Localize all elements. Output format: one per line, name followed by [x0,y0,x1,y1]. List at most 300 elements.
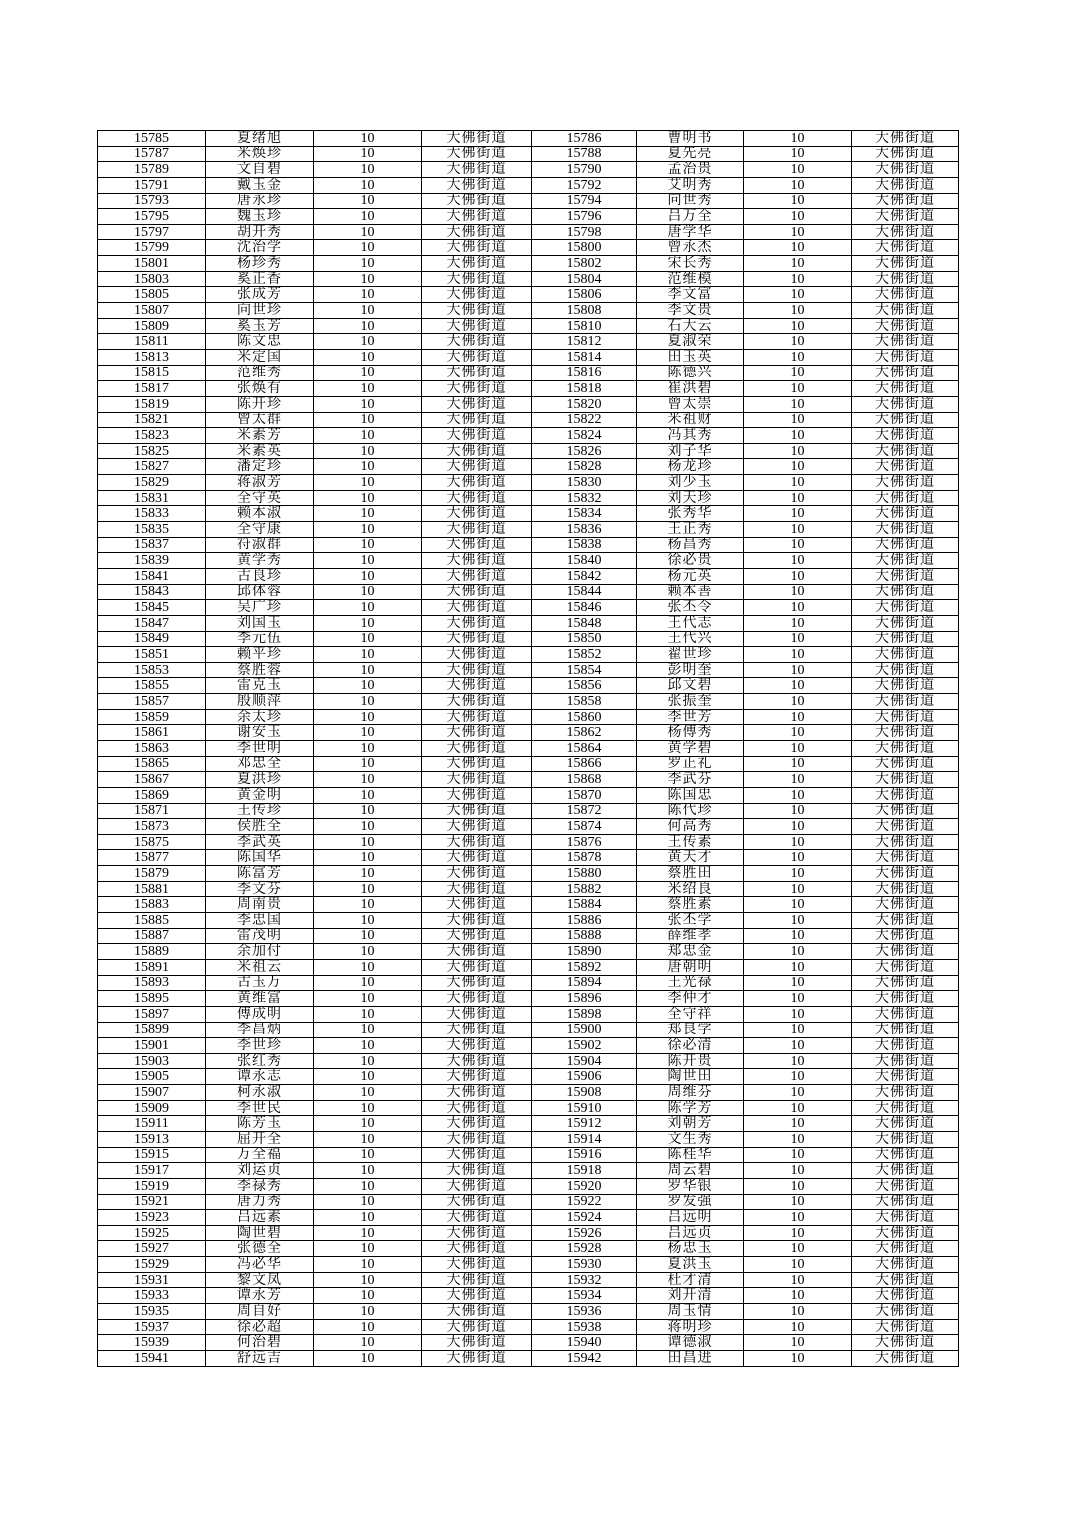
amount-cell: 10 [744,506,852,522]
serial-number-cell: 15811 [98,334,206,350]
serial-number-cell: 15801 [98,256,206,272]
amount-cell: 10 [314,1022,422,1038]
street-cell: 大佛街道 [852,662,959,678]
serial-number-cell: 15860 [532,709,637,725]
name-cell: 吕远贞 [637,1225,744,1241]
street-cell: 大佛街道 [852,928,959,944]
amount-cell: 10 [314,678,422,694]
serial-number-cell: 15929 [98,1257,206,1273]
table-row [98,1163,959,1179]
street-cell: 大佛街道 [422,928,532,944]
amount-cell: 10 [744,881,852,897]
amount-cell: 10 [314,1163,422,1179]
amount-cell: 10 [314,1194,422,1210]
serial-number-cell: 15833 [98,506,206,522]
serial-number-cell: 15894 [532,975,637,991]
street-cell: 大佛街道 [422,913,532,929]
street-cell: 大佛街道 [852,568,959,584]
name-cell: 周云碧 [637,1163,744,1179]
amount-cell: 10 [314,756,422,772]
serial-number-cell: 15854 [532,662,637,678]
serial-number-cell: 15936 [532,1304,637,1320]
street-cell: 大佛街道 [422,678,532,694]
serial-number-cell: 15823 [98,428,206,444]
street-cell: 大佛街道 [422,1178,532,1194]
street-cell: 大佛街道 [422,1116,532,1132]
name-cell: 米素英 [206,443,314,459]
amount-cell: 10 [314,803,422,819]
serial-number-cell: 15940 [532,1335,637,1351]
name-cell: 黄天才 [637,850,744,866]
table-row [98,193,959,209]
amount-cell: 10 [744,224,852,240]
street-cell: 大佛街道 [422,177,532,193]
serial-number-cell: 15921 [98,1194,206,1210]
street-cell: 大佛街道 [852,881,959,897]
table-row [98,866,959,882]
table-row [98,740,959,756]
name-cell: 陈文忠 [206,334,314,350]
amount-cell: 10 [744,1085,852,1101]
street-cell: 大佛街道 [422,256,532,272]
amount-cell: 10 [744,1194,852,1210]
amount-cell: 10 [744,1132,852,1148]
name-cell: 李仲才 [637,991,744,1007]
name-cell: 陈德兴 [637,365,744,381]
name-cell: 李忠国 [206,913,314,929]
serial-number-cell: 15915 [98,1147,206,1163]
table-row [98,428,959,444]
serial-number-cell: 15846 [532,600,637,616]
street-cell: 大佛街道 [852,975,959,991]
serial-number-cell: 15834 [532,506,637,522]
name-cell: 刘子华 [637,443,744,459]
serial-number-cell: 15842 [532,568,637,584]
street-cell: 大佛街道 [852,459,959,475]
amount-cell: 10 [314,913,422,929]
name-cell: 陈学芳 [637,1100,744,1116]
street-cell: 大佛街道 [422,584,532,600]
name-cell: 米祖财 [637,412,744,428]
serial-number-cell: 15828 [532,459,637,475]
serial-number-cell: 15792 [532,177,637,193]
amount-cell: 10 [744,615,852,631]
name-cell: 殷顺萍 [206,694,314,710]
serial-number-cell: 15795 [98,209,206,225]
serial-number-cell: 15861 [98,725,206,741]
table-row [98,694,959,710]
amount-cell: 10 [314,1257,422,1273]
amount-cell: 10 [744,396,852,412]
street-cell: 大佛街道 [422,615,532,631]
street-cell: 大佛街道 [422,1225,532,1241]
amount-cell: 10 [314,537,422,553]
street-cell: 大佛街道 [852,256,959,272]
serial-number-cell: 15875 [98,834,206,850]
amount-cell: 10 [744,162,852,178]
name-cell: 米素芳 [206,428,314,444]
street-cell: 大佛街道 [852,1194,959,1210]
amount-cell: 10 [744,991,852,1007]
name-cell: 文自碧 [206,162,314,178]
street-cell: 大佛街道 [422,1257,532,1273]
amount-cell: 10 [744,1006,852,1022]
amount-cell: 10 [314,1241,422,1257]
table-row [98,1147,959,1163]
name-cell: 罗正礼 [637,756,744,772]
street-cell: 大佛街道 [422,1022,532,1038]
name-cell: 黎文凤 [206,1272,314,1288]
name-cell: 李文富 [637,287,744,303]
amount-cell: 10 [744,678,852,694]
amount-cell: 10 [314,522,422,538]
name-cell: 王传珍 [206,803,314,819]
serial-number-cell: 15852 [532,647,637,663]
street-cell: 大佛街道 [852,1288,959,1304]
serial-number-cell: 15886 [532,913,637,929]
serial-number-cell: 15810 [532,318,637,334]
amount-cell: 10 [314,240,422,256]
table-row [98,396,959,412]
name-cell: 吕远明 [637,1210,744,1226]
street-cell: 大佛街道 [422,396,532,412]
serial-number-cell: 15790 [532,162,637,178]
serial-number-cell: 15911 [98,1116,206,1132]
name-cell: 范维秀 [206,365,314,381]
street-cell: 大佛街道 [852,819,959,835]
serial-number-cell: 15919 [98,1178,206,1194]
table-row [98,443,959,459]
name-cell: 吕万全 [637,209,744,225]
serial-number-cell: 15893 [98,975,206,991]
street-cell: 大佛街道 [422,1085,532,1101]
name-cell: 戴玉金 [206,177,314,193]
street-cell: 大佛街道 [852,678,959,694]
street-cell: 大佛街道 [852,584,959,600]
street-cell: 大佛街道 [422,553,532,569]
name-cell: 沈治学 [206,240,314,256]
street-cell: 大佛街道 [422,897,532,913]
name-cell: 魏玉珍 [206,209,314,225]
street-cell: 大佛街道 [852,240,959,256]
name-cell: 李昌炳 [206,1022,314,1038]
name-cell: 周维芬 [637,1085,744,1101]
name-cell: 何治碧 [206,1335,314,1351]
street-cell: 大佛街道 [852,475,959,491]
serial-number-cell: 15916 [532,1147,637,1163]
serial-number-cell: 15935 [98,1304,206,1320]
serial-number-cell: 15881 [98,881,206,897]
serial-number-cell: 15830 [532,475,637,491]
street-cell: 大佛街道 [852,725,959,741]
amount-cell: 10 [744,1069,852,1085]
amount-cell: 10 [744,1304,852,1320]
name-cell: 邱文碧 [637,678,744,694]
street-cell: 大佛街道 [852,1350,959,1366]
serial-number-cell: 15906 [532,1069,637,1085]
street-cell: 大佛街道 [422,224,532,240]
street-cell: 大佛街道 [852,740,959,756]
street-cell: 大佛街道 [422,1335,532,1351]
name-cell: 陈开贵 [637,1053,744,1069]
serial-number-cell: 15910 [532,1100,637,1116]
serial-number-cell: 15800 [532,240,637,256]
serial-number-cell: 15873 [98,819,206,835]
table-row [98,1069,959,1085]
name-cell: 唐永珍 [206,193,314,209]
street-cell: 大佛街道 [422,1147,532,1163]
street-cell: 大佛街道 [422,866,532,882]
serial-number-cell: 15812 [532,334,637,350]
street-cell: 大佛街道 [852,490,959,506]
serial-number-cell: 15880 [532,866,637,882]
name-cell: 夏淑荣 [637,334,744,350]
name-cell: 刘天珍 [637,490,744,506]
serial-number-cell: 15859 [98,709,206,725]
serial-number-cell: 15850 [532,631,637,647]
street-cell: 大佛街道 [852,1319,959,1335]
amount-cell: 10 [744,913,852,929]
name-cell: 雷茂明 [206,928,314,944]
name-cell: 何高秀 [637,819,744,835]
name-cell: 杜才清 [637,1272,744,1288]
street-cell: 大佛街道 [422,1006,532,1022]
table-row [98,177,959,193]
table-row [98,1178,959,1194]
serial-number-cell: 15895 [98,991,206,1007]
serial-number-cell: 15891 [98,959,206,975]
amount-cell: 10 [314,271,422,287]
amount-cell: 10 [744,553,852,569]
table-row [98,131,959,147]
street-cell: 大佛街道 [852,1210,959,1226]
street-cell: 大佛街道 [422,756,532,772]
serial-number-cell: 15815 [98,365,206,381]
serial-number-cell: 15794 [532,193,637,209]
serial-number-cell: 15883 [98,897,206,913]
serial-number-cell: 15848 [532,615,637,631]
serial-number-cell: 15874 [532,819,637,835]
street-cell: 大佛街道 [852,991,959,1007]
street-cell: 大佛街道 [852,1178,959,1194]
serial-number-cell: 15818 [532,381,637,397]
serial-number-cell: 15820 [532,396,637,412]
name-cell: 张秀华 [637,506,744,522]
amount-cell: 10 [744,318,852,334]
serial-number-cell: 15934 [532,1288,637,1304]
street-cell: 大佛街道 [422,647,532,663]
table-row [98,209,959,225]
amount-cell: 10 [744,740,852,756]
street-cell: 大佛街道 [852,756,959,772]
table-row [98,522,959,538]
amount-cell: 10 [744,568,852,584]
street-cell: 大佛街道 [852,428,959,444]
amount-cell: 10 [314,1210,422,1226]
name-cell: 米祖云 [206,959,314,975]
table-row [98,1288,959,1304]
serial-number-cell: 15907 [98,1085,206,1101]
serial-number-cell: 15829 [98,475,206,491]
name-cell: 潘定珍 [206,459,314,475]
street-cell: 大佛街道 [422,537,532,553]
serial-number-cell: 15917 [98,1163,206,1179]
amount-cell: 10 [744,803,852,819]
amount-cell: 10 [744,522,852,538]
table-row [98,318,959,334]
table-row [98,959,959,975]
serial-number-cell: 15939 [98,1335,206,1351]
amount-cell: 10 [314,1006,422,1022]
amount-cell: 10 [744,897,852,913]
serial-number-cell: 15869 [98,787,206,803]
amount-cell: 10 [314,631,422,647]
serial-number-cell: 15888 [532,928,637,944]
name-cell: 艾明秀 [637,177,744,193]
street-cell: 大佛街道 [422,1053,532,1069]
amount-cell: 10 [744,475,852,491]
street-cell: 大佛街道 [422,850,532,866]
street-cell: 大佛街道 [852,1038,959,1054]
name-cell: 谢安玉 [206,725,314,741]
street-cell: 大佛街道 [422,240,532,256]
serial-number-cell: 15941 [98,1350,206,1366]
serial-number-cell: 15897 [98,1006,206,1022]
street-cell: 大佛街道 [852,772,959,788]
street-cell: 大佛街道 [422,412,532,428]
name-cell: 周玉情 [637,1304,744,1320]
street-cell: 大佛街道 [852,1132,959,1148]
street-cell: 大佛街道 [852,1022,959,1038]
amount-cell: 10 [744,584,852,600]
name-cell: 郑良学 [637,1022,744,1038]
name-cell: 田昌进 [637,1350,744,1366]
street-cell: 大佛街道 [422,740,532,756]
amount-cell: 10 [744,1147,852,1163]
amount-cell: 10 [744,177,852,193]
table-row [98,991,959,1007]
name-cell: 古良珍 [206,568,314,584]
serial-number-cell: 15789 [98,162,206,178]
amount-cell: 10 [314,459,422,475]
serial-number-cell: 15847 [98,615,206,631]
name-cell: 夏洪玉 [637,1257,744,1273]
amount-cell: 10 [314,1335,422,1351]
name-cell: 刘运贞 [206,1163,314,1179]
street-cell: 大佛街道 [852,522,959,538]
amount-cell: 10 [314,303,422,319]
amount-cell: 10 [744,787,852,803]
amount-cell: 10 [314,365,422,381]
serial-number-cell: 15791 [98,177,206,193]
street-cell: 大佛街道 [422,881,532,897]
amount-cell: 10 [744,412,852,428]
street-cell: 大佛街道 [422,381,532,397]
name-cell: 张焕有 [206,381,314,397]
name-cell: 谭永芳 [206,1288,314,1304]
street-cell: 大佛街道 [422,725,532,741]
name-cell: 古玉万 [206,975,314,991]
amount-cell: 10 [314,709,422,725]
amount-cell: 10 [314,834,422,850]
name-cell: 周南贵 [206,897,314,913]
amount-cell: 10 [744,1241,852,1257]
serial-number-cell: 15898 [532,1006,637,1022]
table-row [98,1022,959,1038]
name-cell: 罗华银 [637,1178,744,1194]
table-row [98,475,959,491]
amount-cell: 10 [744,709,852,725]
street-cell: 大佛街道 [422,318,532,334]
name-cell: 雷克玉 [206,678,314,694]
table-row [98,1319,959,1335]
table-row [98,553,959,569]
table-row [98,1257,959,1273]
street-cell: 大佛街道 [852,303,959,319]
table-row [98,928,959,944]
serial-number-cell: 15824 [532,428,637,444]
amount-cell: 10 [744,928,852,944]
serial-number-cell: 15896 [532,991,637,1007]
serial-number-cell: 15901 [98,1038,206,1054]
street-cell: 大佛街道 [422,193,532,209]
table-row [98,975,959,991]
serial-number-cell: 15908 [532,1085,637,1101]
street-cell: 大佛街道 [852,131,959,147]
street-cell: 大佛街道 [422,975,532,991]
name-cell: 文生秀 [637,1132,744,1148]
table-row [98,1053,959,1069]
amount-cell: 10 [744,334,852,350]
name-cell: 唐力秀 [206,1194,314,1210]
table-row [98,240,959,256]
table-row [98,381,959,397]
name-cell: 唐学华 [637,224,744,240]
name-cell: 刘国玉 [206,615,314,631]
name-cell: 张德全 [206,1241,314,1257]
name-cell: 李武芬 [637,772,744,788]
name-cell: 薛维孝 [637,928,744,944]
street-cell: 大佛街道 [422,209,532,225]
name-cell: 陈富芳 [206,866,314,882]
name-cell: 夏先亮 [637,146,744,162]
amount-cell: 10 [744,1178,852,1194]
amount-cell: 10 [744,240,852,256]
street-cell: 大佛街道 [852,224,959,240]
serial-number-cell: 15926 [532,1225,637,1241]
table-row [98,303,959,319]
amount-cell: 10 [314,318,422,334]
amount-cell: 10 [744,1100,852,1116]
street-cell: 大佛街道 [852,381,959,397]
amount-cell: 10 [744,271,852,287]
amount-cell: 10 [314,475,422,491]
amount-cell: 10 [314,256,422,272]
serial-number-cell: 15942 [532,1350,637,1366]
serial-number-cell: 15899 [98,1022,206,1038]
name-cell: 唐朝明 [637,959,744,975]
street-cell: 大佛街道 [852,271,959,287]
serial-number-cell: 15876 [532,834,637,850]
amount-cell: 10 [744,725,852,741]
serial-number-cell: 15889 [98,944,206,960]
street-cell: 大佛街道 [422,1132,532,1148]
table-row [98,490,959,506]
table-row [98,1350,959,1366]
amount-cell: 10 [744,256,852,272]
name-cell: 全守康 [206,522,314,538]
table-row [98,412,959,428]
